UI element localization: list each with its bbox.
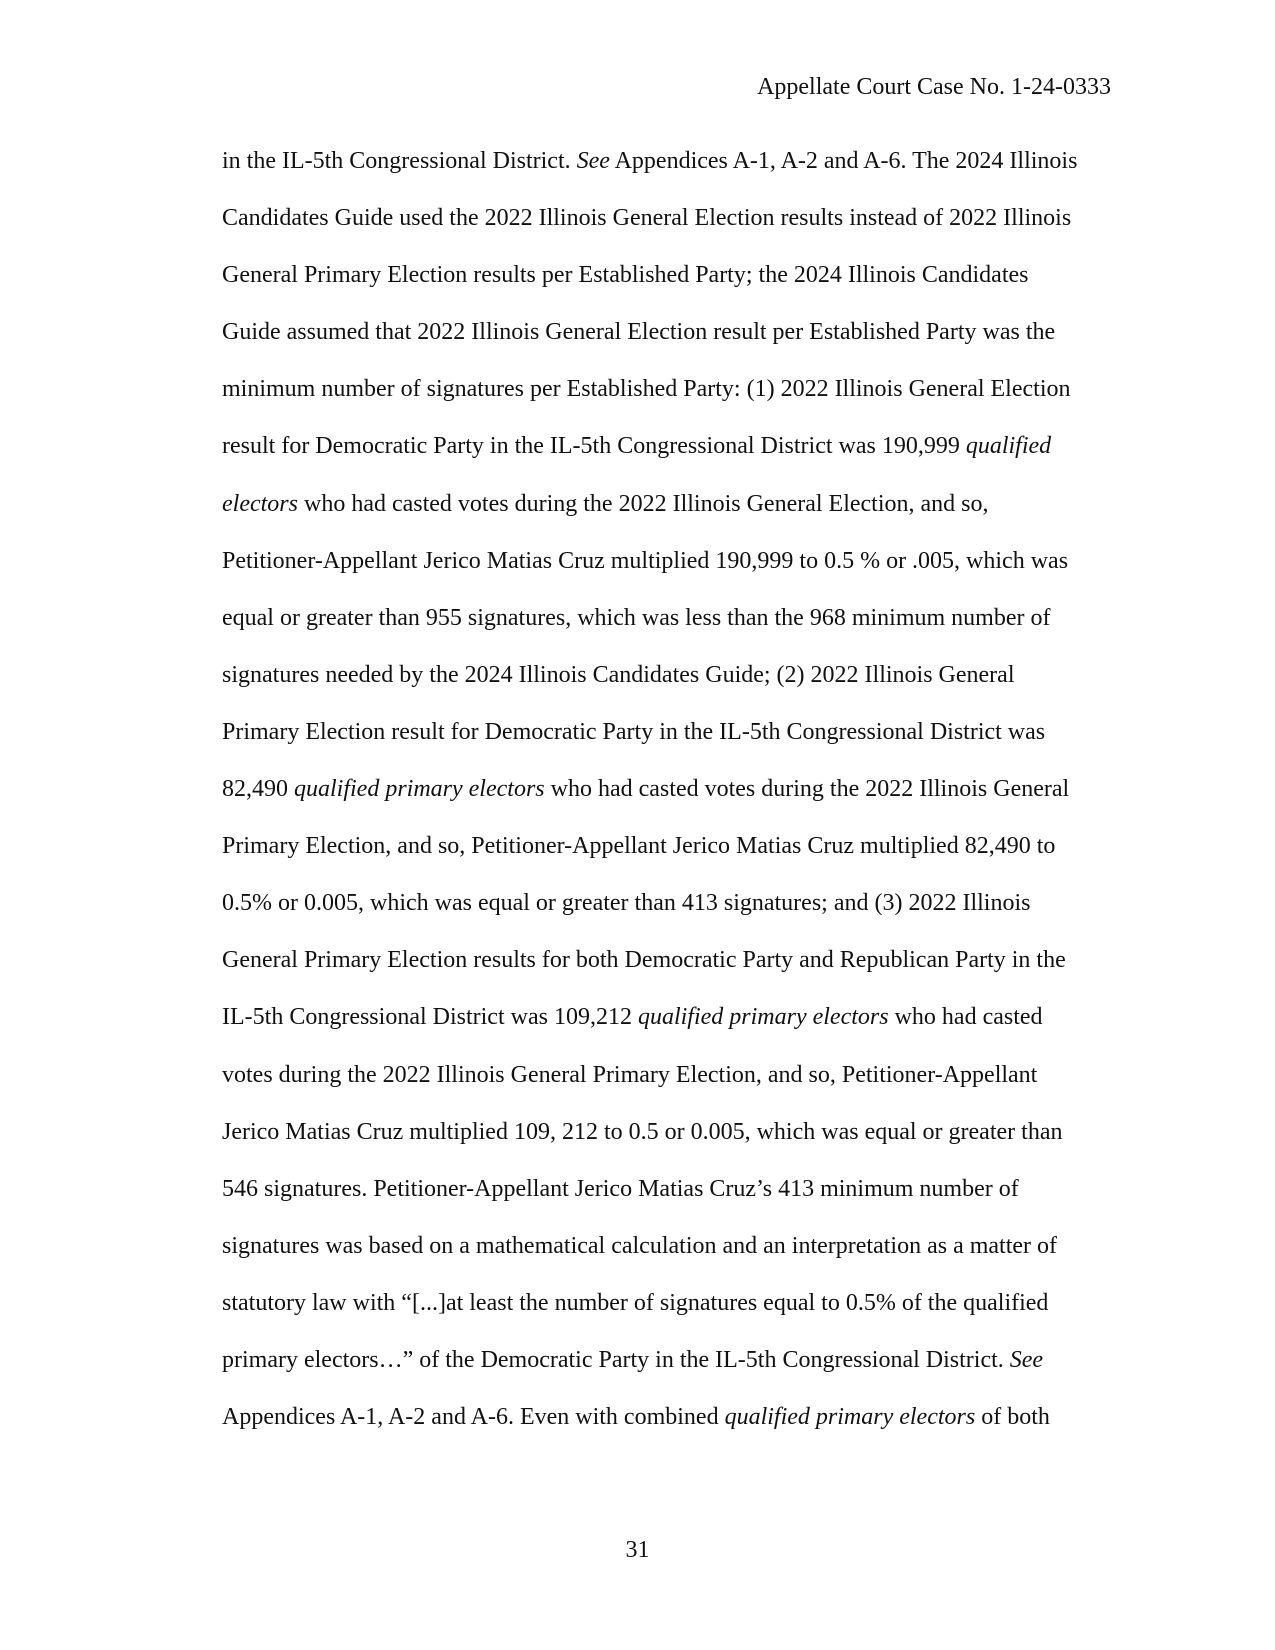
text-line xyxy=(222,374,1117,431)
text-span: Appendices A-1, A-2 and A-6. The 2024 Illinois xyxy=(609,148,1078,174)
text-span: who had casted votes during the 2022 Illinois General xyxy=(544,776,1070,803)
text-line xyxy=(222,660,1117,717)
text-line xyxy=(222,774,1117,831)
italic-text: qualified primary electors xyxy=(294,776,545,803)
text-span: Jerico Matias Cruz multiplied 109, 212 to 0.5 or 0.005, which was equal or greater than xyxy=(222,1118,1063,1145)
text-span: in the IL-5th Congressional District. xyxy=(222,148,577,174)
text-line xyxy=(222,317,1117,374)
text-span: Primary Election, and so, Petitioner-Appellant Jerico Matias Cruz multiplied 82,490 to xyxy=(222,833,1056,860)
text-span: signatures was based on a mathematical calculation and an interpretation as a matter of xyxy=(222,1232,1058,1259)
text-line xyxy=(222,1288,1117,1345)
text-span: Primary Election result for Democratic Party in the IL-5th Congressional District was xyxy=(222,718,1046,745)
text-span: 546 signatures. Petitioner-Appellant Jerico Matias Cruz’s 413 minimum number of xyxy=(222,1175,1019,1202)
text-span: votes during the 2022 Illinois General Primary Election, and so, Petitioner-Appellant xyxy=(222,1061,1038,1088)
text-line xyxy=(222,489,1117,546)
italic-text: electors xyxy=(222,490,298,517)
text-span: who had casted xyxy=(888,1004,1043,1031)
text-span: signatures needed by the 2024 Illinois Candidates Guide; (2) 2022 Illinois General xyxy=(222,661,1015,688)
text-span: Guide assumed that 2022 Illinois General Election result per Established Party was the xyxy=(222,319,1056,346)
text-span: minimum number of signatures per Established Party: (1) 2022 Illinois General Election xyxy=(222,376,1071,403)
text-line xyxy=(222,1345,1117,1402)
case-number-header: Appellate Court Case No. 1-24-0333 xyxy=(757,74,1111,100)
text-line xyxy=(222,1402,1117,1459)
text-line xyxy=(222,546,1117,603)
body-text xyxy=(222,146,1117,1459)
text-span: primary electors…” of the Democratic Party in the IL-5th Congressional District. xyxy=(222,1346,1010,1373)
text-span: equal or greater than 955 signatures, which was less than the 968 minimum number of xyxy=(222,604,1051,631)
text-line xyxy=(222,431,1117,488)
italic-text: qualified primary electors xyxy=(724,1404,976,1431)
text-span: Petitioner-Appellant Jerico Matias Cruz multiplied 190,999 to 0.5 % or .005, which was xyxy=(222,547,1069,574)
text-span: General Primary Election results per Established Party; the 2024 Illinois Candidates xyxy=(222,262,1029,289)
text-line xyxy=(222,1117,1117,1174)
text-span: statutory law with “[...]at least the number of signatures equal to 0.5% of the qualified xyxy=(222,1289,1049,1316)
text-line xyxy=(222,1060,1117,1117)
text-span: result for Democratic Party in the IL-5th Congressional District was 190,999 xyxy=(222,433,966,460)
text-line xyxy=(222,1002,1117,1059)
text-line xyxy=(222,831,1117,888)
text-span: General Primary Election results for both Democratic Party and Republican Party in the xyxy=(222,947,1066,974)
text-span: 0.5% or 0.005, which was equal or greater than 413 signatures; and (3) 2022 Illinois xyxy=(222,890,1031,917)
italic-text: See xyxy=(1009,1346,1044,1373)
text-span: who had casted votes during the 2022 Illinois General Election, and so, xyxy=(297,490,989,517)
text-line xyxy=(222,888,1117,945)
page-number: 31 xyxy=(625,1537,650,1563)
text-line xyxy=(222,603,1117,660)
text-line xyxy=(222,717,1117,774)
text-line xyxy=(222,146,1117,203)
text-span: of both xyxy=(975,1404,1050,1431)
text-span: IL-5th Congressional District was 109,212 xyxy=(222,1004,638,1031)
text-span: 82,490 xyxy=(222,776,294,803)
text-span: Candidates Guide used the 2022 Illinois General Election results instead of 2022 Illinois xyxy=(222,205,1072,232)
text-span: Appendices A-1, A-2 and A-6. Even with combined xyxy=(222,1404,725,1431)
text-line xyxy=(222,1231,1117,1288)
text-line xyxy=(222,945,1117,1002)
text-line xyxy=(222,260,1117,317)
italic-text: qualified xyxy=(965,433,1052,460)
text-line xyxy=(222,1174,1117,1231)
italic-text: See xyxy=(576,148,610,174)
italic-text: qualified primary electors xyxy=(637,1004,889,1031)
text-line xyxy=(222,203,1117,260)
